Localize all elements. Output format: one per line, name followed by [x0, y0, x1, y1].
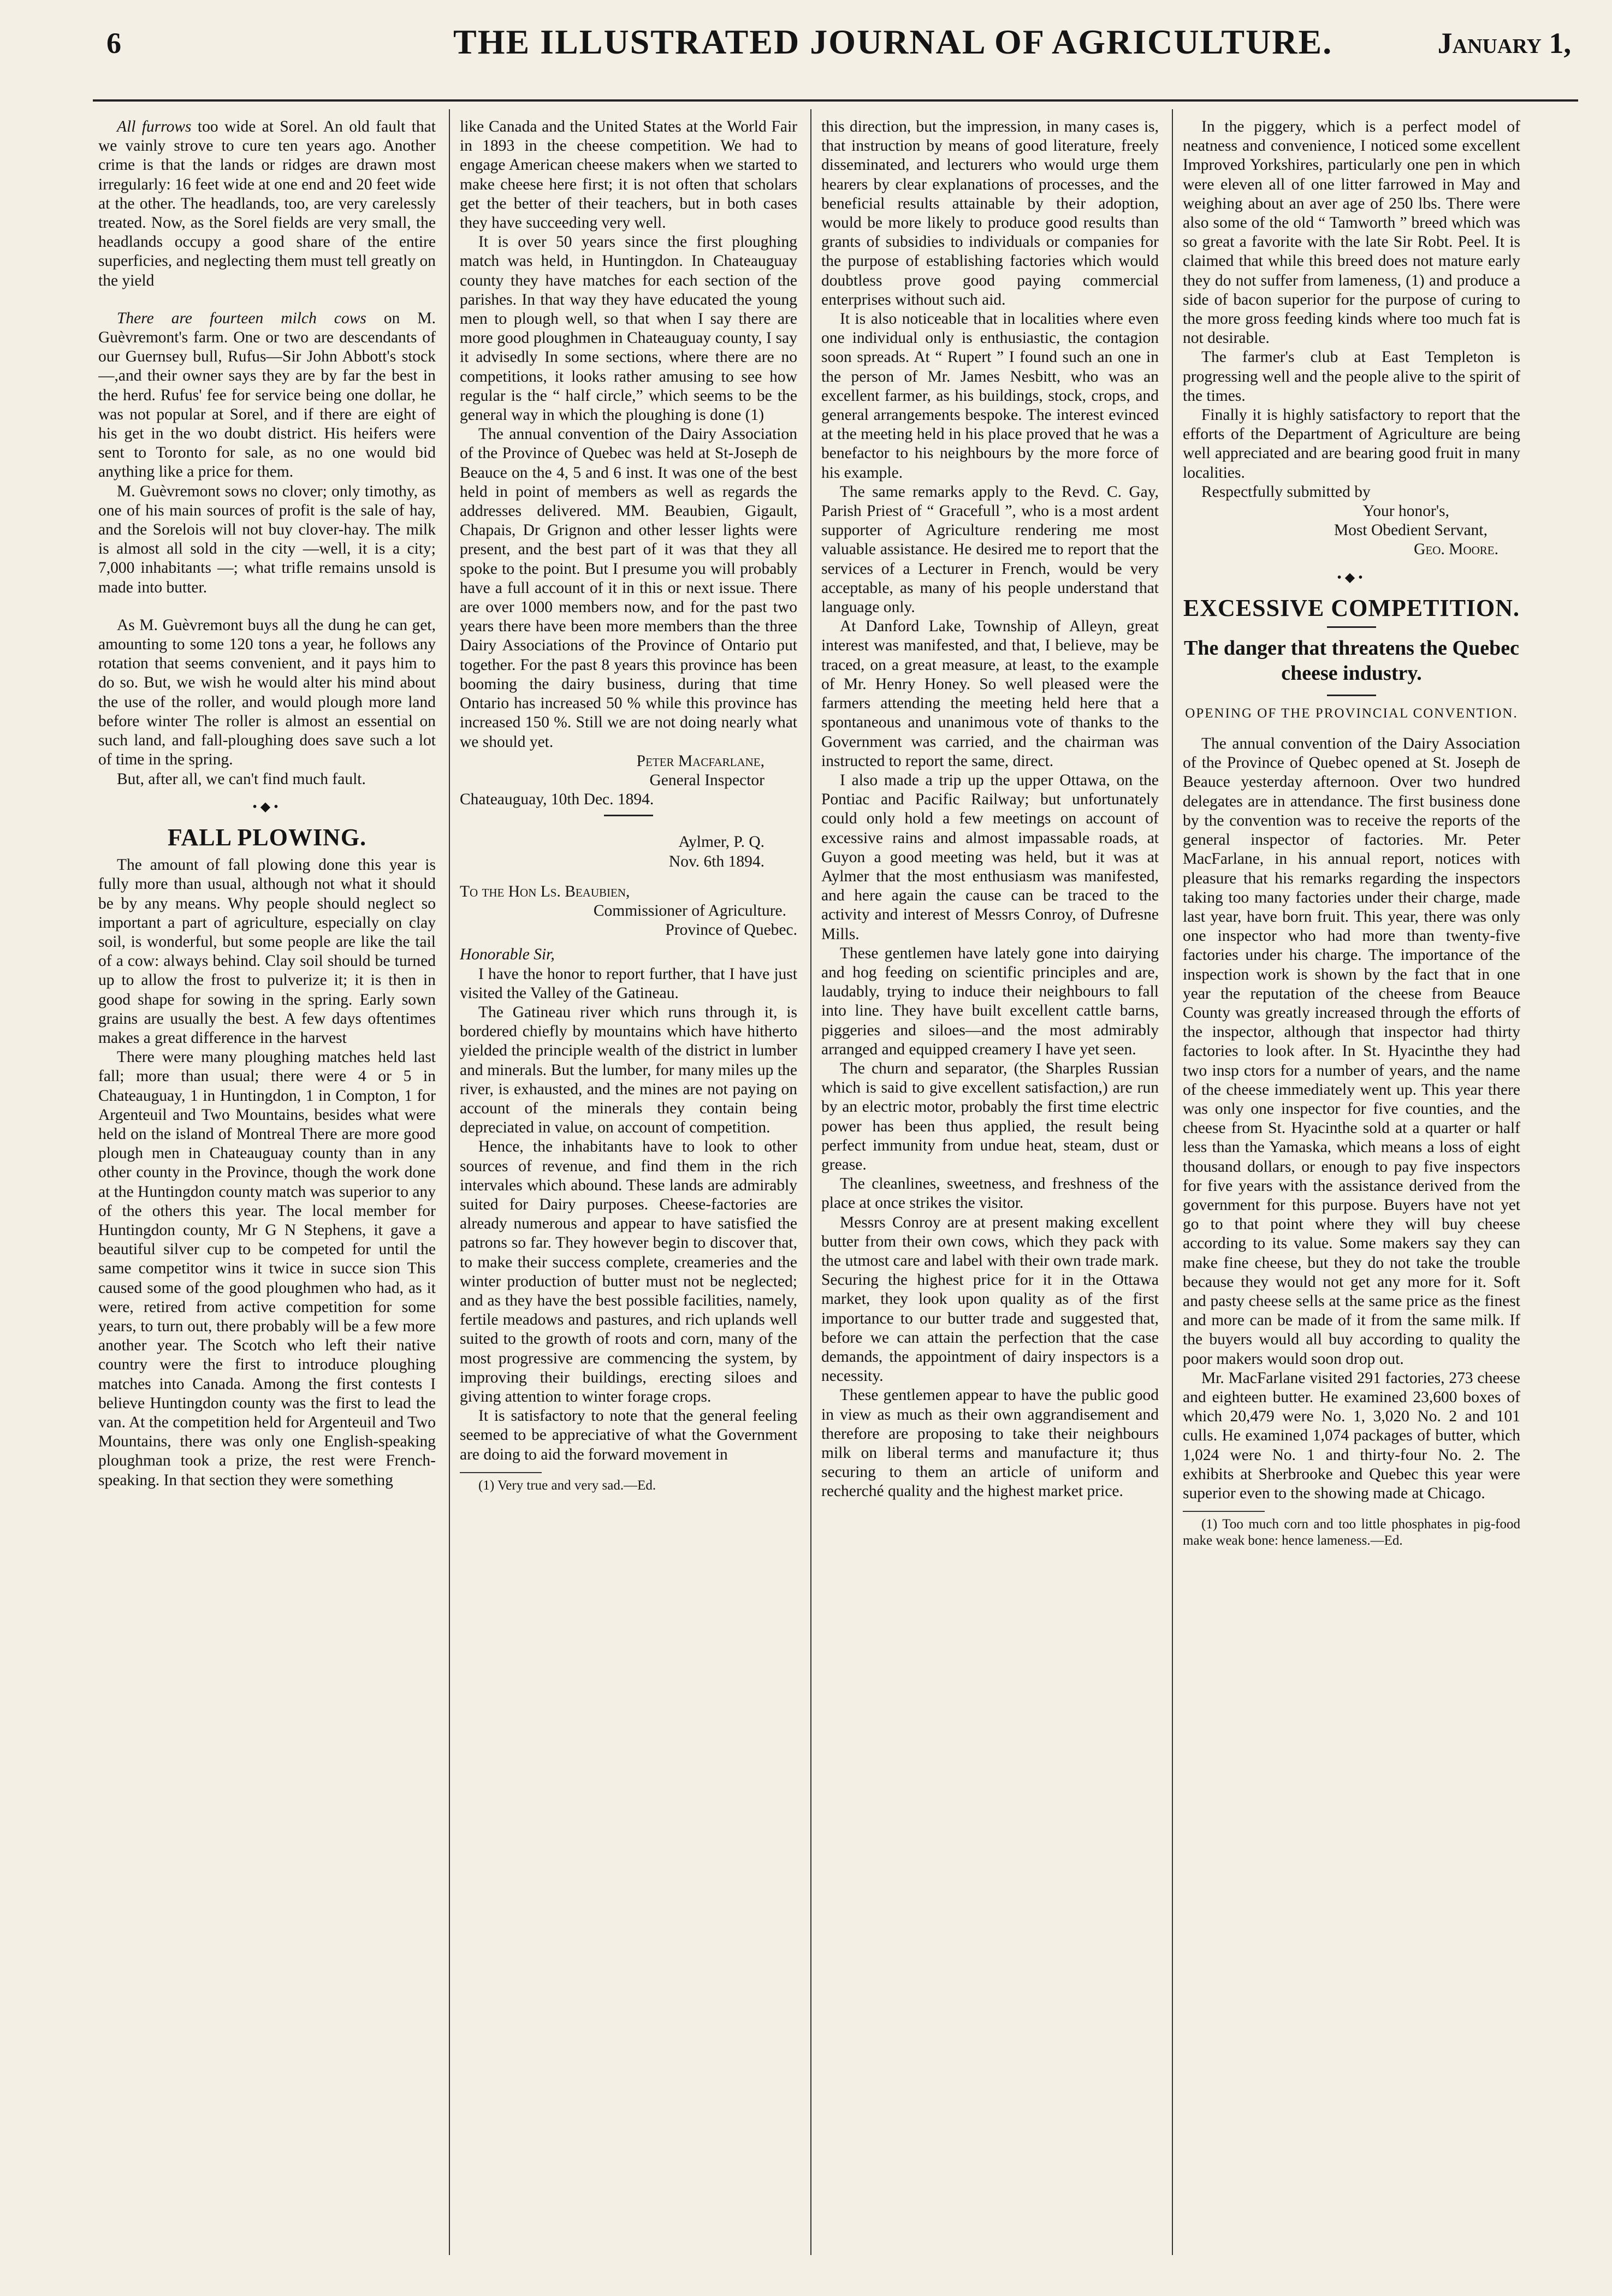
paragraph-text: too wide at Sorel. An old fault that we vainly strove to cure ten years ago. Another crime is that the lands or ridges are drawn most irregularly: 16 feet wide at one end and 20 feet wide at the other. The headlands, too, are very carelessly treated. Now, as the Sorel fields are very small, the headlands occupy a good share of the entire superficies, and neglecting them must tell greatly on the yield	[98, 118, 436, 289]
signature-title: General Inspector	[649, 771, 764, 789]
paragraph: It is satisfactory to note that the general feeling seemed to be appreciative of what the Government are doing to aid the forward movement in	[460, 1407, 797, 1463]
addressee-role: Commissioner of Agriculture.	[593, 901, 786, 919]
paragraph: I have the honor to report further, that I have just visited the Valley of the Gatineau.	[460, 965, 797, 1002]
journal-title: THE ILLUSTRATED JOURNAL OF AGRICULTURE.	[453, 22, 1333, 61]
divider	[1327, 695, 1376, 696]
signature-name: Geo. Moore.	[1414, 541, 1498, 559]
paragraph: like Canada and the United States at the World Fair in 1893 in the cheese competition. We had to engage American cheese makers when we started to make cheese here first; it is not often that scholars get the better of their teachers, but in both cases they have succeeding very well.	[460, 118, 797, 232]
article-column-4	[1183, 117, 1520, 2258]
paragraph: Messrs Conroy are at present making excellent butter from their own cows, which they pack with the utmost care and label with their own trade mark. Securing the highest price for it in the Ottawa market, they look upon quality as of the first importance to our butter trade and suggested that, before we can attain the perfection that the case demands, the appointment of dairy inspectors is a necessity.	[821, 1213, 1159, 1385]
paragraph: this direction, but the impression, in many cases is, that instruction by means of good literature, freely disseminated, and lecturers who would urge them hearers by clear explanations of processes, and the beneficial results attainable by their adoption, would be more likely to produce good results than grants of subsidies to individuals or companies for the purpose of establishing factories which would doubtless prove good paying commercial enterprises without such aid.	[821, 118, 1159, 308]
lead-words: All furrows	[117, 118, 192, 135]
paragraph: The churn and separator, (the Sharples Russian which is said to give excellent satisfaction,) are run by an electric motor, probably the first time electric power has been thus applied, the result being perfect immunity from undue heat, steam, dust or grease.	[821, 1059, 1159, 1173]
article-column-1	[98, 117, 436, 2258]
paragraph: These gentlemen appear to have the public good in view as much as their own aggrandisement and therefore are proposing to take their neighbours milk on liberal terms and manufacture it; thus securing to them an article of uniform and recherché quality and the highest market price.	[821, 1386, 1159, 1500]
letter-addressee: To the Hon Ls. Beaubien,	[460, 882, 630, 900]
paragraph: The annual convention of the Dairy Association of the Province of Quebec was held at St-Joseph de Beauce on the 4, 5 and 6 inst. It was one of the best held in point of members as well as regards the addresses delivered. MM. Beaubien, Gigault, Chapais, Dr Grignon and other lesser lights were present, and the best part of it was that they all spoke to the point. But I presume you will probably have a full account of it in this or next issue. There are over 1000 members now, and for the past two years there have been more members than the three Dairy Associations of the Province of Ontario put together. For the past 8 years this province has been booming the dairy business, during that time Ontario has increased 50 % while this province has increased 150 %. Still we are not doing nearly what we should yet.	[460, 425, 797, 751]
paragraph: The farmer's club at East Templeton is progressing well and the people alive to the spirit of the times.	[1183, 348, 1520, 405]
paragraph: The Gatineau river which runs through it, is bordered chiefly by mountains which have hitherto yielded the principle wealth of the district in lumber and minerals. But the lumber, for many miles up the river, is exhausted, and the mines are not paying on account of the minerals they contain being depreciated in value, on account of competition.	[460, 1003, 797, 1137]
paragraph: At Danford Lake, Township of Alleyn, great interest was manifested, and that, I believe, may be traced, on a great measure, at least, to the example of Mr. Henry Honey. So well pleased were the farmers attending the meeting held here that a spontaneous and unanimous vote of thanks to the Government was carried, and the chairman was instructed to report the same, direct.	[821, 618, 1159, 770]
paragraph: It is also noticeable that in localities where even one individual only is enthusiastic, the contagion soon spreads. At “ Rupert ” I found such an one in the person of Mr. James Nesbitt, who was an excellent farmer, as his buildings, stock, crops, and general arrangements bespoke. The interest evinced at the meeting held in his place proved that he was a benefactor to his neighbours by the more force of his example.	[821, 310, 1159, 482]
page-header	[0, 0, 1612, 104]
closing-line: Your honor's,	[1362, 502, 1449, 520]
salutation: Honorable Sir,	[460, 946, 555, 964]
paragraph: Finally it is highly satisfactory to report that the efforts of the Department of Agriculture are being well appreciated and are bearing good fruit in many localities.	[1183, 406, 1520, 482]
article-column-2	[460, 117, 797, 2258]
paragraph: As M. Guèvremont buys all the dung he can get, amounting to some 120 tons a year, he follows any rotation that seems convenient, and it pays him to do so. But, we wish he would alter his mind about the use of the roller, and would plough more land before winter The roller is almost an essential on such land, and fall-ploughing does save such a lot of time in the spring.	[98, 616, 436, 769]
paragraph: There were many ploughing matches held last fall; more than usual; there were 4 or 5 in Chateauguay, 1 in Huntingdon, 1 in Compton, 1 for Argenteuil and Two Mountains, besides what were held on the island of Montreal There are more good plough men in Chateauguay county than in any other county in the Province, though the work done at the Huntingdon county match was superior to any of the others this year. The local member for Huntingdon county, Mr G N Stephens, it gave a beautiful silver cup to be competed for until the same competitor wins it twice in succe sion This caused some of the good ploughmen who had, as it were, retired from active competition for some years, to turn out, there probably will be a few more another year. The Scotch who left their native country were the first to introduce ploughing matches into Canada. Among the first contests I believe Huntingdon county was the first to lead the van. At the competition held for Argenteuil and Two Mountains, there was only one English-speaking ploughman took a prize, the rest were French-speaking. In that section they were something	[98, 1048, 436, 1489]
closing-line: Most Obedient Servant,	[1334, 521, 1487, 539]
letter-place: Aylmer, P. Q.	[678, 833, 764, 851]
letter-date: Nov. 6th 1894.	[668, 852, 764, 870]
footnote: (1) Too much corn and too little phosphates in pig-food make weak bone: hence lameness.—Ed.	[1183, 1517, 1520, 1549]
ornament-divider: •◆•	[252, 799, 282, 814]
section-title-fall-plowing: FALL PLOWING.	[167, 823, 367, 851]
article-subtitle: The danger that threatens the Quebec cheese industry.	[1184, 637, 1519, 685]
paragraph: It is over 50 years since the first ploughing match was held, in Huntingdon. In Chateauguay county they have matches for each section of the parishes. In that way they have educated the young men to plough well, so that when I say there are more good ploughmen in Chateauguay county, I say it advisedly In some sections, where there are no competitions, it looks rather amusing to see how regular is the “ half circle,” which seems to be the general way in which the ploughing is done (1)	[460, 233, 797, 424]
article-column-3	[821, 117, 1159, 2258]
paragraph: The same remarks apply to the Revd. C. Gay, Parish Priest of “ Gracefull ”, who is a most ardent supporter of Agriculture rendering me most valuable assistance. He desired me to report that the services of a Lecturer in French, would be very acceptable, as many of his people understand that language only.	[821, 483, 1159, 616]
signature-name: Peter Macfarlane,	[636, 752, 764, 770]
paragraph	[98, 309, 436, 482]
paragraph: In the piggery, which is a perfect model of neatness and convenience, I noticed some excellent Improved Yorkshires, particularly one pen in which were eleven all of one litter farrowed in May and weighing about an aver age of 250 lbs. There were also some of the old “ Tamworth ” breed which was so great a favorite with the late Sir Robt. Peel. It is claimed that while this breed does not mature early they do not suffer from lameness, (1) and produce a side of bacon superior for the purpose of curing to the more gross feeding kinds where too much fat is not desirable.	[1183, 118, 1520, 347]
paragraph	[98, 117, 436, 290]
sub-heading: OPENING OF THE PROVINCIAL CONVENTION.	[1185, 706, 1518, 721]
column-divider	[449, 109, 450, 2255]
column-divider	[1172, 109, 1173, 2255]
issue-date: January 1,	[1437, 27, 1571, 60]
header-rule	[93, 99, 1578, 102]
page-number: 6	[106, 27, 121, 60]
ornament-divider: •◆•	[1337, 570, 1366, 585]
paragraph: M. Guèvremont sows no clover; only timothy, as one of his main sources of profit is the sale of hay, and the Sorelois will not buy clover-hay. The milk is almost all sold in the city —well, it is a city; 7,000 inhabitants —; what trifle remains unsold is made into butter.	[98, 482, 436, 596]
footnote-rule	[460, 1472, 542, 1473]
paragraph: Mr. MacFarlane visited 291 factories, 273 cheese and eighteen butter. He examined 23,600 boxes of which 20,479 were No. 1, 3,020 No. 2 and 101 culls. He examined 1,074 packages of butter, which 1,024 were No. 1 and thirty-four No. 2. The exhibits at Sherbrooke and Quebec this year were superior even to the showing made at Chicago.	[1183, 1369, 1520, 1502]
paragraph: The annual convention of the Dairy Association of the Province of Quebec opened at St. Joseph de Beauce yesterday afternoon. Over two hundred delegates are in attendance. The first business done by the convention was to receive the reports of the general inspector of factories. Mr. Peter MacFarlane, in his annual report, notices with pleasure that his remarks regarding the inspectors taking too many factories under their charge, made last year, have born fruit. This year, there was only one inspector who had more than twenty-five factories under his charge. The importance of the inspection work is shown by the fact that in one year the reputation of the cheese from Beauce County was greatly increased through the efforts of the inspector, although that inspector had thirty factories to look after. In St. Hyacinthe they had two insp ctors for a number of years, and the name of the cheese immediately went up. This year there was only one inspector for five counties, and the cheese from St. Hyacinthe sold at a quarter or half less than the Yamaska, which means a loss of eight thousand dollars, or enough to pay five inspectors for five years with the assistance derived from the government for this purpose. Buyers have not yet go to that point where they will buy cheese according to its value. Some makers say they can make fine cheese, but they do not take the trouble because they would not get any more for it. Soft and pasty cheese sells at the same price as the finest and more can be made of it from the same milk. If the buyers would all buy according to quality the poor makers would soon drop out.	[1183, 735, 1520, 1368]
addressee-province: Province of Quebec.	[665, 921, 797, 939]
paragraph: These gentlemen have lately gone into dairying and hog feeding on scientific principles and are, laudably, trying to induce their neighbours to fall into line. They have built excellent cattle barns, piggeries and siloes—and the most admirably arranged and equipped creamery I have yet seen.	[821, 944, 1159, 1058]
paragraph: The amount of fall plowing done this year is fully more than usual, although not what it should be by any means. Why people should neglect so important a part of agriculture, especially on clay soil, is wonderful, but some people are like the tail of a cow: always behind. Clay soil should be turned up to allow the frost to pulverize it; it is then in good shape for sowing in the spring. Early sown grains are usually the best. A few days oftentimes makes a great difference in the harvest	[98, 856, 436, 1047]
paragraph-text: on M. Guèvremont's farm. One or two are descendants of our Guernsey bull, Rufus—Sir John Abbott's stock—,and their owner says they are by far the best in the herd. Rufus' fee for service being one dollar, he was not popular at Sorel, and if there are eight of his get in the wo doubt district. His heifers were sent to Toronto for sale, as no one would bid anything like a price for them.	[98, 309, 436, 481]
divider	[604, 815, 653, 816]
paragraph: The cleanlines, sweetness, and freshness of the place at once strikes the visitor.	[821, 1175, 1159, 1212]
paragraph: Hence, the inhabitants have to look to other sources of revenue, and find them in the rich intervales which abound. These lands are admirably suited for Dairy purposes. Cheese-factories are already numerous and appear to have satisfied the patrons so far. They however begin to discover that, to make their success complete, creameries and the winter production of butter must not be neglected; and as they have the best possible facilities, namely, fertile meadows and pastures, and rich uplands well suited to the growth of roots and corn, many of the most progressive are commencing the system, by improving their buildings, erecting siloes and giving attention to winter forage crops.	[460, 1138, 797, 1405]
lead-words: There are fourteen milch cows	[117, 309, 366, 327]
dateline: Chateauguay, 10th Dec. 1894.	[460, 791, 654, 809]
paragraph: But, after all, we can't find much fault.	[117, 770, 366, 788]
divider	[1327, 626, 1376, 628]
closing-line: Respectfully submitted by	[1201, 483, 1371, 501]
footnote: (1) Very true and very sad.—Ed.	[478, 1478, 656, 1493]
footnote-rule	[1183, 1511, 1265, 1512]
column-divider	[810, 109, 811, 2255]
section-title-excessive-competition: EXCESSIVE COMPETITION.	[1183, 594, 1520, 621]
paragraph: I also made a trip up the upper Ottawa, on the Pontiac and Pacific Railway; but unfortunately could only hold a few meetings on account of excessive rains and almost impassable roads, at Guyon a good meeting was held, but it was at Aylmer that the most enthusiasm was manifested, and here again the cause can be traced to the activity and interest of Messrs Conroy, of Dufresne Mills.	[821, 771, 1159, 943]
